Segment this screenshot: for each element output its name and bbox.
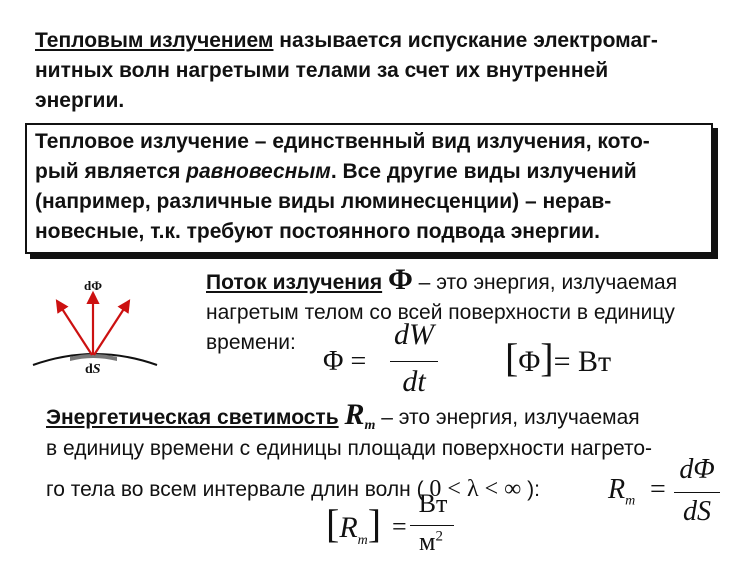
lum-formula-eq: = xyxy=(650,474,666,505)
ray-arrow-left xyxy=(57,301,92,355)
flux-line-3: времени: xyxy=(206,331,296,354)
flux-formula-numerator: dW xyxy=(394,318,434,351)
flux-line-1: Поток излучения Φ – это энергия, излучаемая xyxy=(206,263,678,296)
lum-formula-bar xyxy=(674,492,720,493)
lum-formula-numerator: dΦ xyxy=(679,454,715,485)
lum-formula-denominator: dS xyxy=(683,496,711,527)
flux-line-2: нагретым телом со всей поверхности в единицу xyxy=(206,301,675,324)
lum-unit-denominator: $м^2$ xyxy=(419,527,443,556)
intro-line-1: Тепловым излучением называется испускание электромаг- xyxy=(35,29,658,52)
lum-line-1: Энергетическая светимость $R_т$ – это энергия, излучаемая xyxy=(46,398,640,434)
intro-line-2: нитных волн нагретыми телами за счет их внутренней xyxy=(35,59,609,82)
lum-formula-lhs: $R_т$ xyxy=(608,474,636,509)
box-line-4: новесные, т.к. требуют постоянного подвода энергии. xyxy=(35,220,600,243)
box-emphasis: равновесным xyxy=(186,160,331,183)
lum-unit-eq: = xyxy=(392,512,407,541)
lum-line-3: го тела во всем интервале длин волн ( 0 < λ < ∞ ): xyxy=(46,476,540,502)
intro-line-3: энергии. xyxy=(35,89,125,112)
box-line-3: (например, различные виды люминесценции) – нерав- xyxy=(35,190,612,213)
flux-symbol: Φ xyxy=(387,263,413,296)
wavelength-range: 0 < λ < ∞ xyxy=(429,476,522,502)
box-line-2: рый является равновесным. Все другие виды излучений xyxy=(35,160,637,183)
lum-term: Энергетическая светимость xyxy=(46,406,339,429)
flux-formula-lhs: Φ = xyxy=(323,346,367,377)
definition-box xyxy=(25,123,713,254)
lum-symbol: R xyxy=(344,398,365,431)
flux-term: Поток излучения xyxy=(206,271,383,294)
lum-unit-numerator: Вт xyxy=(418,489,448,518)
ray-arrow-right xyxy=(94,301,129,355)
box-line-1: Тепловое излучение – единственный вид излучения, кото- xyxy=(35,130,650,153)
flux-unit: [Φ]= Вт xyxy=(505,335,612,380)
flux-formula-bar xyxy=(390,361,438,362)
lum-unit-lhs: $[R_т]$ xyxy=(326,501,382,548)
area-label: dS xyxy=(85,362,101,377)
lum-line-2: в единицу времени с единицы площади поверхности нагрето- xyxy=(46,437,653,460)
lum-unit-bar xyxy=(410,525,454,526)
flux-formula-denominator: dt xyxy=(402,365,426,398)
flux-label: dΦ xyxy=(84,278,103,293)
intro-term: Тепловым излучением xyxy=(35,29,274,52)
